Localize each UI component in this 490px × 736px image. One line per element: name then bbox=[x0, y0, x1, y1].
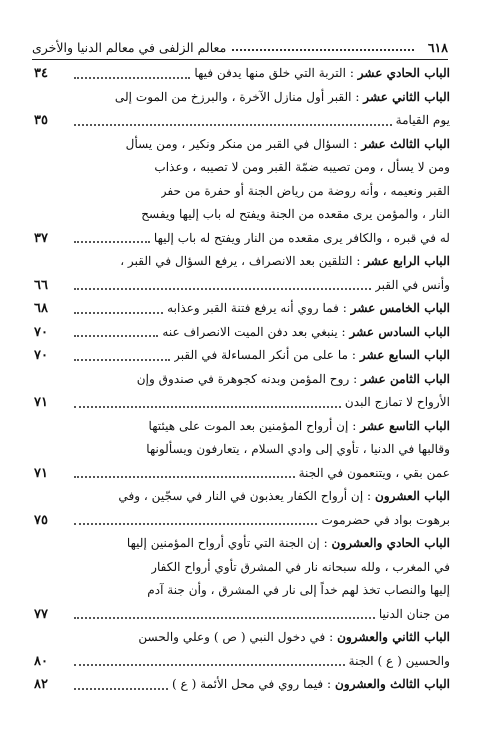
toc-entry bbox=[34, 86, 450, 133]
toc-line-text: الباب الثالث عشر : السؤال في القبر من منكر ونكير ، ومن يسأل bbox=[125, 136, 450, 151]
dot-leader bbox=[74, 688, 168, 690]
header-title: معالم الزلفى في معالم الدنيا والأخرى bbox=[32, 39, 227, 55]
header-rule bbox=[32, 59, 448, 60]
toc-entry bbox=[34, 532, 450, 626]
toc-line-text: الباب السابع عشر : ما على من أنكر المساءلة في القبر bbox=[174, 348, 450, 362]
chapter-description: فيما روي في محل الأئمة ( ع ) bbox=[171, 677, 324, 691]
toc-line bbox=[34, 650, 450, 674]
page-number: ٦٨ bbox=[34, 301, 48, 316]
chapter-description: الأرواح لا تمازج البدن bbox=[344, 395, 450, 409]
toc-line bbox=[34, 133, 450, 157]
chapter-description: برهوت بواد في حضرموت bbox=[321, 512, 450, 527]
toc-line bbox=[34, 673, 450, 697]
toc-line bbox=[34, 626, 450, 650]
toc-line-text bbox=[154, 227, 450, 251]
chapter-title: الباب الحادي عشر bbox=[357, 66, 450, 80]
chapter-description: ومن لا يسأل ، ومن تصيبه ضمّة القبر ومن لا تصيبه ، وعذاب bbox=[154, 160, 450, 174]
chapter-description: التلقين بعد الانصراف ، يرفع السؤال في القبر ، bbox=[120, 254, 353, 268]
toc-line-text bbox=[299, 462, 450, 486]
chapter-description: إليها والنصاب تخذ لهم خداً إلى نار في المشرق ، وأن جنة آدم bbox=[147, 583, 450, 597]
toc-line-text: الباب العشرون : إن أرواح الكفار يعذبون في النار في سجّين ، وفي bbox=[118, 489, 450, 503]
toc-line bbox=[34, 274, 450, 298]
toc-line-text: الباب الثالث والعشرون : فيما روي في محل الأئمة ( ع ) bbox=[171, 677, 450, 691]
toc-entry bbox=[34, 626, 450, 673]
dot-leader bbox=[74, 359, 170, 361]
toc-line-text: الباب الحادي والعشرون : إن الجنة التي تأوي أرواح المؤمنين إليها bbox=[126, 536, 450, 550]
toc-line bbox=[34, 532, 450, 556]
page-number: ٧١ bbox=[34, 395, 48, 410]
toc-entry bbox=[34, 368, 450, 415]
chapter-description: وأنس في القبر bbox=[374, 277, 450, 292]
page-number: ٨٢ bbox=[34, 677, 48, 692]
dot-leader bbox=[74, 241, 150, 243]
chapter-description: التربة التي خلق منها يدفن فيها bbox=[194, 66, 346, 80]
toc-entry bbox=[34, 415, 450, 486]
dot-leader bbox=[74, 617, 375, 619]
page-number: ٣٤ bbox=[34, 66, 48, 81]
toc-entry bbox=[34, 673, 450, 697]
toc-line-text bbox=[151, 556, 450, 580]
toc-line bbox=[34, 62, 450, 86]
toc-line bbox=[34, 297, 450, 321]
page-number: ٧٠ bbox=[34, 324, 48, 340]
chapter-description: عمن بقي ، ويتنعمون في الجنة bbox=[298, 465, 450, 480]
chapter-description: روح المؤمن وبدنه كجوهرة في صندوق وإن bbox=[136, 371, 350, 386]
chapter-description: له في قبره ، والكافر يرى مقعده من النار ويفتح له باب إليها bbox=[153, 230, 450, 245]
chapter-description: ينبغي بعد دفن الميت الانصراف عنه bbox=[162, 324, 338, 339]
toc-line bbox=[34, 180, 450, 204]
toc-line bbox=[34, 579, 450, 603]
dot-leader bbox=[74, 523, 317, 525]
toc-line-text bbox=[396, 109, 450, 133]
chapter-description: النار ، والمؤمن يرى مقعده من الجنة ويفتح له باب إليها ويفسح bbox=[141, 207, 450, 221]
page-number: ٧٠ bbox=[34, 348, 48, 363]
chapter-description: في دخول النبي ( ص ) وعلي والحسن bbox=[138, 630, 326, 644]
chapter-title: الباب الثاني عشر bbox=[363, 89, 450, 104]
dot-leader bbox=[74, 335, 158, 337]
dot-leader bbox=[74, 77, 190, 79]
header-page-number: ٦١٨ bbox=[427, 39, 448, 55]
toc-line bbox=[34, 485, 450, 509]
page-number: ٦٦ bbox=[34, 277, 48, 293]
toc-entry bbox=[34, 297, 450, 321]
chapter-description: السؤال في القبر من منكر ونكير ، ومن يسأل bbox=[125, 136, 350, 151]
toc-line-text: الباب الثاني والعشرون : في دخول النبي ( ص ) وعلي والحسن bbox=[138, 630, 450, 644]
page-number: ٧١ bbox=[34, 465, 48, 481]
toc-line-text bbox=[146, 438, 450, 462]
toc-line bbox=[34, 509, 450, 533]
toc-line-text bbox=[141, 203, 450, 227]
chapter-title: الباب السادس عشر bbox=[349, 324, 450, 339]
toc-line-text bbox=[154, 156, 450, 180]
dot-leader bbox=[74, 406, 341, 408]
chapter-title: الباب التاسع عشر bbox=[360, 418, 450, 433]
toc-line-text bbox=[349, 650, 450, 674]
chapter-description: فما روي أنه يرفع فتنة القبر وعذابه bbox=[167, 301, 339, 315]
chapter-title: الباب الرابع عشر bbox=[364, 254, 450, 268]
dot-leader bbox=[74, 664, 345, 666]
chapter-description: وقالبها في الدنيا ، تأوي إلى وادي السلام ، يتعارفون ويسألونها bbox=[146, 442, 450, 456]
dot-leader bbox=[74, 476, 295, 478]
toc-line-text: الباب السادس عشر : ينبغي بعد دفن الميت الانصراف عنه bbox=[162, 324, 450, 339]
toc-line-text: الباب الحادي عشر : التربة التي خلق منها يدفن فيها bbox=[194, 66, 450, 80]
toc-line bbox=[34, 391, 450, 415]
chapter-description: في المغرب ، ولله سبحانه نار في المشرق تأوي أرواح الكفار bbox=[151, 559, 450, 574]
chapter-description: ما على من أنكر المساءلة في القبر bbox=[174, 348, 349, 362]
toc-entry bbox=[34, 133, 450, 251]
toc-line bbox=[34, 368, 450, 392]
chapter-title: الباب الثاني والعشرون bbox=[337, 630, 450, 644]
toc-line bbox=[34, 344, 450, 368]
page-number: ٧٧ bbox=[34, 606, 48, 622]
toc-line-text: الباب الخامس عشر : فما روي أنه يرفع فتنة القبر وعذابه bbox=[167, 301, 450, 315]
chapter-title: الباب العشرون bbox=[374, 489, 450, 503]
chapter-title: الباب الثالث عشر bbox=[361, 136, 450, 151]
toc-entry bbox=[34, 62, 450, 86]
toc-line-text bbox=[147, 579, 450, 603]
toc-line bbox=[34, 462, 450, 486]
chapter-description: يوم القيامة bbox=[395, 113, 450, 127]
toc-entry bbox=[34, 485, 450, 532]
toc-line-text bbox=[379, 603, 450, 627]
dot-leader bbox=[74, 124, 392, 126]
toc-line-text: الباب الرابع عشر : التلقين بعد الانصراف ، يرفع السؤال في القبر ، bbox=[120, 254, 450, 268]
toc-line bbox=[34, 203, 450, 227]
page-number: ٣٥ bbox=[34, 113, 48, 128]
toc-line bbox=[34, 227, 450, 251]
chapter-title: الباب السابع عشر bbox=[359, 348, 450, 362]
page-number: ٨٠ bbox=[34, 653, 48, 669]
toc-line-text: الباب الثامن عشر : روح المؤمن وبدنه كجوهرة في صندوق وإن bbox=[136, 371, 450, 386]
toc-line bbox=[34, 603, 450, 627]
chapter-title: الباب الثامن عشر bbox=[361, 371, 450, 386]
toc-line-text: الباب الثاني عشر : القبر أول منازل الآخرة ، والبرزخ من الموت إلى bbox=[114, 89, 450, 104]
chapter-description: والحسين ( ع ) الجنة bbox=[348, 653, 450, 668]
chapter-description: إن أرواح الكفار يعذبون في النار في سجّين ، وفي bbox=[118, 489, 364, 503]
chapter-title: الباب الخامس عشر bbox=[350, 301, 450, 315]
toc-line-text bbox=[345, 391, 450, 415]
dot-leader bbox=[74, 288, 371, 290]
chapter-title: الباب الحادي والعشرون bbox=[331, 536, 450, 550]
toc-line-text bbox=[161, 180, 450, 204]
page-number: ٧٥ bbox=[34, 512, 48, 528]
toc-entry bbox=[34, 250, 450, 297]
toc-line bbox=[34, 556, 450, 580]
toc-line bbox=[34, 86, 450, 110]
chapter-description: القبر أول منازل الآخرة ، والبرزخ من الموت إلى bbox=[114, 89, 352, 104]
page-number: ٣٧ bbox=[34, 230, 48, 246]
toc-entry bbox=[34, 344, 450, 368]
toc-line bbox=[34, 438, 450, 462]
running-header bbox=[32, 36, 448, 58]
toc-line bbox=[34, 415, 450, 439]
toc-line-text bbox=[321, 509, 450, 533]
dot-leader bbox=[74, 312, 163, 314]
toc-line bbox=[34, 156, 450, 180]
chapter-description: من جنان الدنيا bbox=[378, 606, 450, 621]
toc-line bbox=[34, 109, 450, 133]
toc-line-text bbox=[375, 274, 450, 298]
toc-entry bbox=[34, 321, 450, 345]
chapter-description: القبر ونعيمه ، وأنه روضة من رياض الجنة أو حفرة من حفر bbox=[160, 183, 450, 198]
table-of-contents bbox=[34, 62, 450, 697]
toc-line-text: الباب التاسع عشر : إن أرواح المؤمنين بعد الموت على هيئتها bbox=[148, 418, 450, 433]
chapter-description: إن الجنة التي تأوي أرواح المؤمنين إليها bbox=[126, 536, 320, 550]
chapter-description: إن أرواح المؤمنين بعد الموت على هيئتها bbox=[148, 418, 349, 433]
toc-line bbox=[34, 321, 450, 345]
toc-line bbox=[34, 250, 450, 274]
header-dot-leader bbox=[232, 49, 414, 51]
chapter-title: الباب الثالث والعشرون bbox=[334, 677, 450, 691]
